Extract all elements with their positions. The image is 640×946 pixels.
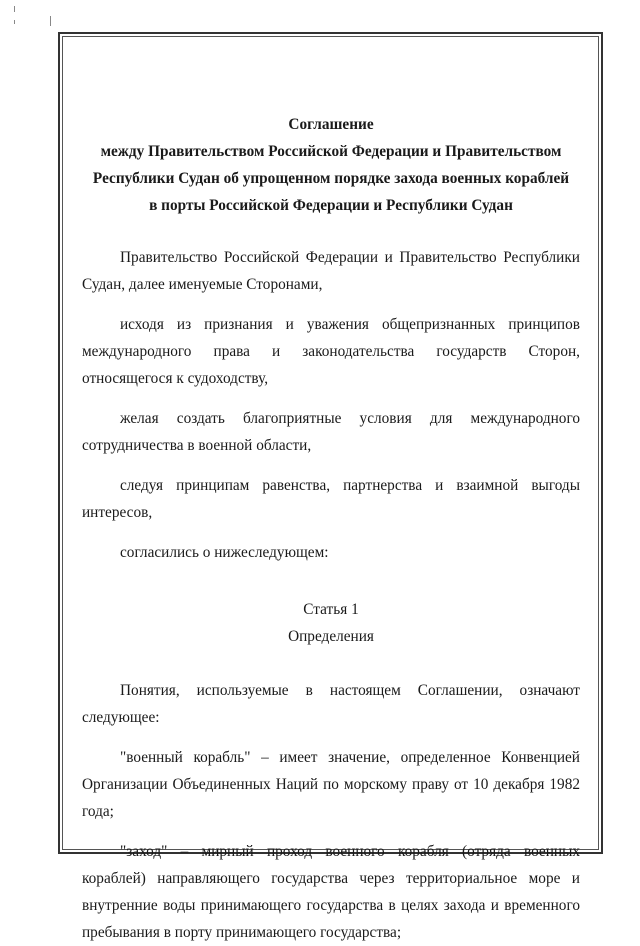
preamble-paragraph: исходя из признания и уважения общепризнанных принципов международного права и законодательства государств Сторон, относящегося к судоходству, xyxy=(82,316,580,387)
document-body xyxy=(82,111,580,946)
preamble-paragraph: согласились о нижеследующем: xyxy=(120,544,329,561)
definition-paragraph: "военный корабль" – имеет значение, определенное Конвенцией Организации Объединенных Наций по морскому праву от 10 декабря 1982 года; xyxy=(82,749,580,820)
title-line-1: Соглашение xyxy=(288,116,374,133)
article-number: Статья 1 xyxy=(303,601,359,618)
scan-mark xyxy=(14,20,15,24)
article-title: Определения xyxy=(288,628,374,645)
scan-mark xyxy=(14,6,15,12)
preamble-paragraph: Правительство Российской Федерации и Правительство Республики Судан, далее именуемые Сторонами, xyxy=(82,249,580,293)
article-heading xyxy=(82,596,580,650)
title-line-2: между Правительством Российской Федерации и Правительством xyxy=(100,143,562,160)
definition-paragraph: "заход" – мирный проход военного корабля (отряда военных кораблей) направляющего государства через территориальное море и внутренние воды принимающего государства в целях захода и временного пребывания в порту принимающего государства; xyxy=(82,843,580,941)
preamble-paragraph: желая создать благоприятные условия для международного сотрудничества в военной области, xyxy=(82,410,580,454)
scan-mark xyxy=(50,16,51,26)
title-line-4: в порты Российской Федерации и Республики Судан xyxy=(149,197,513,214)
preamble-paragraph: следуя принципам равенства, партнерства и взаимной выгоды интересов, xyxy=(82,477,580,521)
title-line-3: Республики Судан об упрощенном порядке захода военных кораблей xyxy=(92,170,570,187)
article-paragraph: Понятия, используемые в настоящем Соглашении, означают следующее: xyxy=(82,682,580,726)
document-title xyxy=(82,111,580,219)
